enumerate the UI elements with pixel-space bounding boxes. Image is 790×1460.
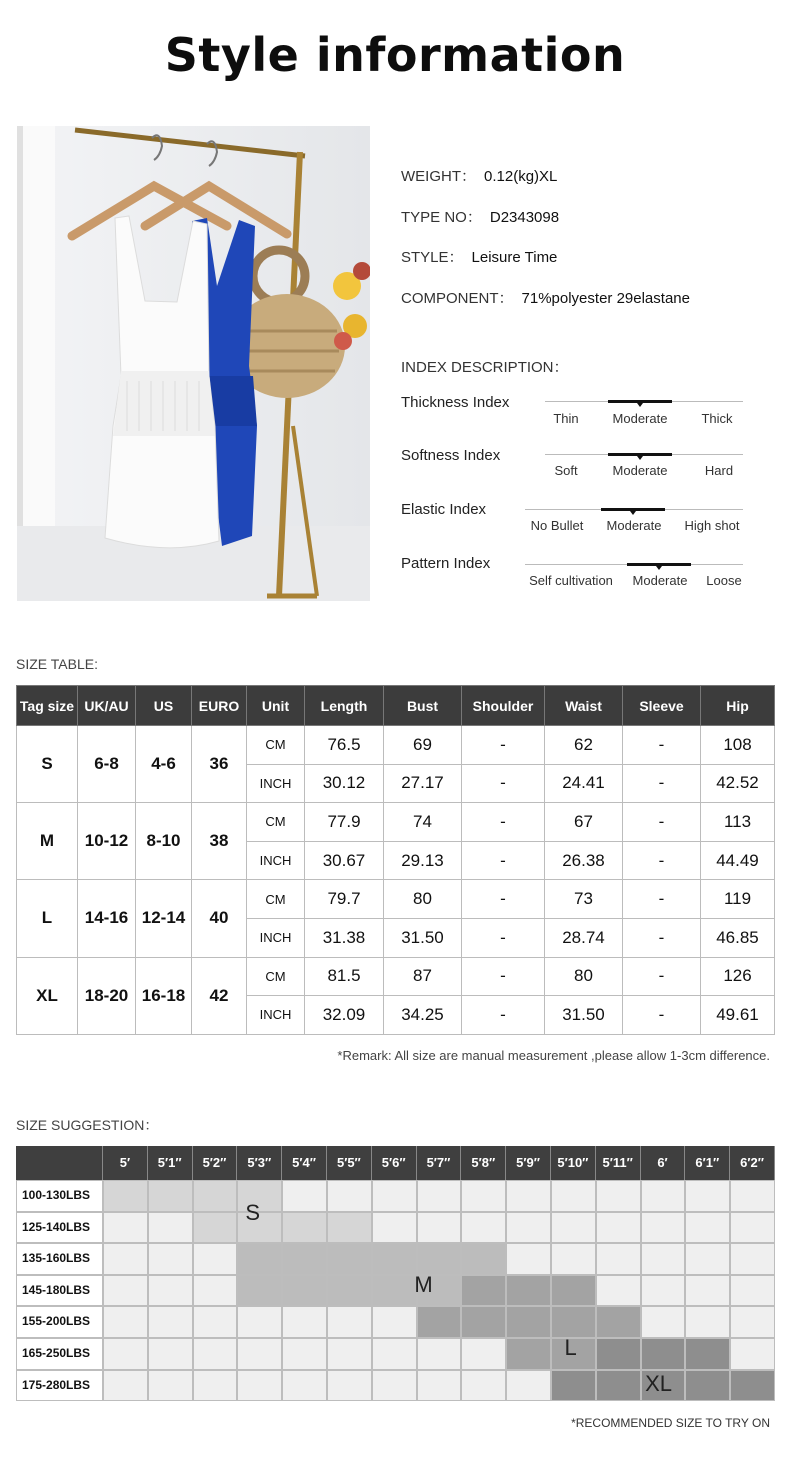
bust-cell: 80 xyxy=(384,880,462,919)
pattern-pointer-icon xyxy=(656,566,662,570)
grid-cell-empty xyxy=(730,1275,775,1307)
size-suggestion-label: SIZE SUGGESTION： xyxy=(16,1117,159,1133)
shoulder-cell: - xyxy=(462,996,545,1035)
grid-cell-empty xyxy=(327,1338,372,1370)
size-uk: 14-16 xyxy=(78,880,136,957)
waist-cell: 73 xyxy=(545,880,623,919)
table-row xyxy=(17,726,775,765)
grid-cell-size-s xyxy=(193,1212,238,1244)
grid-cell-size-l xyxy=(417,1306,462,1338)
grid-cell-empty xyxy=(148,1212,193,1244)
weight-label: 125-140LBS xyxy=(22,1219,91,1234)
grid-cell-size-s xyxy=(148,1180,193,1212)
sleeve-cell: - xyxy=(623,918,701,957)
waist-cell: 24.41 xyxy=(545,764,623,803)
product-photo xyxy=(17,126,370,601)
bust-cell: 34.25 xyxy=(384,996,462,1035)
grid-cell-size-m xyxy=(282,1275,327,1307)
sleeve-cell: - xyxy=(623,841,701,880)
weight-label: 165-250LBS xyxy=(22,1346,91,1360)
height-header: 5′3″ xyxy=(237,1146,282,1180)
grid-cell-empty xyxy=(103,1370,148,1402)
grid-cell-empty xyxy=(103,1243,148,1275)
dress-illustration xyxy=(17,126,370,601)
waist-cell: 31.50 xyxy=(545,996,623,1035)
grid-cell-empty xyxy=(417,1370,462,1402)
grid-cell-empty xyxy=(596,1212,641,1244)
header-sleeve: Sleeve xyxy=(623,686,701,726)
size-euro: 42 xyxy=(192,957,247,1034)
spec-style xyxy=(401,246,557,267)
grid-cell-size-m xyxy=(237,1243,282,1275)
table-row xyxy=(17,803,775,842)
size-euro: 40 xyxy=(192,880,247,957)
bust-cell: 87 xyxy=(384,957,462,996)
grid-cell-empty xyxy=(148,1306,193,1338)
grid-cell-empty xyxy=(641,1243,686,1275)
length-cell: 30.67 xyxy=(305,841,384,880)
shoulder-cell: - xyxy=(462,803,545,842)
shoulder-cell: - xyxy=(462,957,545,996)
elastic-label-mid: Moderate xyxy=(606,518,662,533)
grid-cell-size-l xyxy=(461,1306,506,1338)
hip-cell: 49.61 xyxy=(701,996,775,1035)
sleeve-cell: - xyxy=(623,880,701,919)
grid-cell-empty xyxy=(417,1180,462,1212)
weight-label: 175-280LBS xyxy=(22,1377,91,1392)
grid-cell-empty xyxy=(148,1338,193,1370)
grid-cell-empty xyxy=(237,1370,282,1402)
size-uk: 10-12 xyxy=(78,803,136,880)
grid-cell-size-m xyxy=(461,1243,506,1275)
grid-cell-size-xl xyxy=(730,1370,775,1402)
elastic-index-label: Elastic Index xyxy=(401,501,487,518)
grid-cell-size-s xyxy=(282,1212,327,1244)
unit-cell: CM xyxy=(247,726,305,765)
spec-component xyxy=(401,287,690,308)
height-header: 5′11″ xyxy=(596,1146,641,1180)
grid-cell-empty xyxy=(148,1370,193,1402)
hip-cell: 42.52 xyxy=(701,764,775,803)
grid-cell-empty xyxy=(596,1243,641,1275)
grid-cell-size-m xyxy=(237,1275,282,1307)
waist-cell: 28.74 xyxy=(545,918,623,957)
index-heading: INDEX DESCRIPTION： xyxy=(401,359,569,376)
component-label: COMPONENT： xyxy=(401,290,514,307)
size-us: 12-14 xyxy=(136,880,192,957)
height-header: 5′6″ xyxy=(372,1146,417,1180)
softness-pointer-icon xyxy=(637,456,643,460)
grid-cell-empty xyxy=(237,1338,282,1370)
grid-cell-empty xyxy=(685,1180,730,1212)
length-cell: 30.12 xyxy=(305,764,384,803)
grid-cell-size-m xyxy=(327,1275,372,1307)
pattern-label-low: Self cultivation xyxy=(529,573,613,588)
grid-cell-empty xyxy=(730,1212,775,1244)
style-label: STYLE： xyxy=(401,249,464,266)
grid-cell-empty xyxy=(372,1338,417,1370)
grid-cell-empty xyxy=(193,1306,238,1338)
height-header: 6′1″ xyxy=(685,1146,730,1180)
header-us: US xyxy=(136,686,192,726)
grid-cell-empty xyxy=(596,1275,641,1307)
pattern-index-label: Pattern Index xyxy=(401,555,491,572)
bust-cell: 27.17 xyxy=(384,764,462,803)
grid-cell-size-m xyxy=(327,1243,372,1275)
grid-cell-size-xl xyxy=(596,1370,641,1402)
waist-cell: 67 xyxy=(545,803,623,842)
length-cell: 31.38 xyxy=(305,918,384,957)
height-header: 5′9″ xyxy=(506,1146,551,1180)
size-us: 16-18 xyxy=(136,957,192,1034)
weight-label: 155-200LBS xyxy=(22,1314,91,1329)
grid-cell-empty xyxy=(282,1338,327,1370)
grid-cell-empty xyxy=(193,1370,238,1402)
unit-cell: INCH xyxy=(247,918,305,957)
grid-cell-size-l xyxy=(506,1275,551,1307)
bust-cell: 74 xyxy=(384,803,462,842)
grid-cell-empty xyxy=(103,1306,148,1338)
softness-label-low: Soft xyxy=(554,463,578,478)
size-euro: 36 xyxy=(192,726,247,803)
height-header: 5′2″ xyxy=(193,1146,238,1180)
grid-cell-empty xyxy=(506,1212,551,1244)
shoulder-cell: - xyxy=(462,880,545,919)
page-title: Style information xyxy=(164,28,626,82)
size-tag: XL xyxy=(17,957,78,1034)
height-header: 5′4″ xyxy=(282,1146,327,1180)
grid-cell-size-xl xyxy=(685,1370,730,1402)
grid-cell-empty xyxy=(193,1338,238,1370)
grid-cell-empty xyxy=(461,1370,506,1402)
pattern-label-high: Loose xyxy=(706,573,742,588)
grid-cell-empty xyxy=(327,1180,372,1212)
bust-cell: 29.13 xyxy=(384,841,462,880)
unit-cell: CM xyxy=(247,957,305,996)
grid-cell-empty xyxy=(596,1180,641,1212)
grid-cell-empty xyxy=(685,1275,730,1307)
type-value: D2343098 xyxy=(489,209,560,226)
waist-cell: 26.38 xyxy=(545,841,623,880)
weight-label: 145-180LBS xyxy=(22,1282,91,1297)
shoulder-cell: - xyxy=(462,726,545,765)
shoulder-cell: - xyxy=(462,764,545,803)
header-shoulder: Shoulder xyxy=(462,686,545,726)
grid-cell-empty xyxy=(730,1180,775,1212)
grid-cell-empty xyxy=(372,1306,417,1338)
spec-weight xyxy=(401,165,557,186)
grid-corner-header xyxy=(16,1146,103,1180)
grid-cell-empty xyxy=(685,1306,730,1338)
size-suggestion-grid xyxy=(16,1146,775,1402)
sleeve-cell: - xyxy=(623,957,701,996)
height-header: 6′2″ xyxy=(730,1146,775,1180)
grid-cell-size-l xyxy=(596,1306,641,1338)
grid-cell-size-l xyxy=(461,1275,506,1307)
grid-cell-empty xyxy=(506,1243,551,1275)
type-label: TYPE NO： xyxy=(401,209,482,226)
height-header: 5′5″ xyxy=(327,1146,372,1180)
elastic-pointer-icon xyxy=(630,511,636,515)
thickness-pointer-icon xyxy=(637,403,643,407)
grid-cell-size-l xyxy=(551,1275,596,1307)
grid-cell-empty xyxy=(103,1275,148,1307)
height-header: 5′8″ xyxy=(461,1146,506,1180)
header-length: Length xyxy=(305,686,384,726)
header-euro: EURO xyxy=(192,686,247,726)
grid-cell-empty xyxy=(461,1212,506,1244)
shoulder-cell: - xyxy=(462,918,545,957)
thickness-label-low: Thin xyxy=(553,411,579,426)
elastic-label-low: No Bullet xyxy=(530,518,584,533)
softness-label-high: Hard xyxy=(704,463,734,478)
unit-cell: INCH xyxy=(247,764,305,803)
size-us: 8-10 xyxy=(136,803,192,880)
bust-cell: 31.50 xyxy=(384,918,462,957)
grid-cell-empty xyxy=(551,1180,596,1212)
shoulder-cell: - xyxy=(462,841,545,880)
grid-cell-empty xyxy=(372,1212,417,1244)
grid-cell-empty xyxy=(461,1338,506,1370)
table-row xyxy=(17,880,775,919)
length-cell: 81.5 xyxy=(305,957,384,996)
spec-type xyxy=(401,206,559,227)
size-zone-label: M xyxy=(414,1271,433,1297)
grid-cell-empty xyxy=(193,1243,238,1275)
elastic-label-high: High shot xyxy=(684,518,740,533)
grid-cell-empty xyxy=(506,1180,551,1212)
grid-cell-size-m xyxy=(372,1275,417,1307)
style-value: Leisure Time xyxy=(471,249,558,266)
unit-cell: INCH xyxy=(247,996,305,1035)
waist-cell: 62 xyxy=(545,726,623,765)
grid-cell-size-m xyxy=(372,1243,417,1275)
sleeve-cell: - xyxy=(623,996,701,1035)
table-row xyxy=(17,957,775,996)
grid-cell-empty xyxy=(417,1338,462,1370)
grid-cell-size-m xyxy=(282,1243,327,1275)
grid-cell-empty xyxy=(551,1243,596,1275)
grid-cell-size-l xyxy=(551,1306,596,1338)
grid-cell-empty xyxy=(641,1306,686,1338)
grid-cell-empty xyxy=(103,1338,148,1370)
component-value: 71%polyester 29elastane xyxy=(521,290,690,307)
grid-cell-empty xyxy=(372,1370,417,1402)
hip-cell: 44.49 xyxy=(701,841,775,880)
grid-cell-size-xl xyxy=(596,1338,641,1370)
header-hip: Hip xyxy=(701,686,775,726)
length-cell: 77.9 xyxy=(305,803,384,842)
grid-cell-size-s xyxy=(327,1212,372,1244)
grid-cell-empty xyxy=(641,1275,686,1307)
grid-cell-empty xyxy=(148,1243,193,1275)
header-bust: Bust xyxy=(384,686,462,726)
sleeve-cell: - xyxy=(623,726,701,765)
grid-cell-empty xyxy=(461,1180,506,1212)
bust-cell: 69 xyxy=(384,726,462,765)
size-tag: M xyxy=(17,803,78,880)
pattern-label-mid: Moderate xyxy=(632,573,688,588)
grid-cell-empty xyxy=(237,1306,282,1338)
grid-cell-empty xyxy=(685,1243,730,1275)
grid-cell-empty xyxy=(193,1275,238,1307)
grid-cell-empty xyxy=(282,1370,327,1402)
size-zone-label: L xyxy=(564,1334,577,1360)
length-cell: 32.09 xyxy=(305,996,384,1035)
grid-cell-empty xyxy=(417,1212,462,1244)
height-header: 5′1″ xyxy=(148,1146,193,1180)
grid-cell-empty xyxy=(551,1212,596,1244)
unit-cell: CM xyxy=(247,880,305,919)
hip-cell: 108 xyxy=(701,726,775,765)
length-cell: 79.7 xyxy=(305,880,384,919)
grid-cell-empty xyxy=(372,1180,417,1212)
sleeve-cell: - xyxy=(623,803,701,842)
header-tag-size: Tag size xyxy=(17,686,78,726)
grid-cell-size-l xyxy=(506,1338,551,1370)
size-table-label: SIZE TABLE: xyxy=(16,656,98,672)
grid-cell-empty xyxy=(730,1243,775,1275)
header-unit: Unit xyxy=(247,686,305,726)
size-remark: *Remark: All size are manual measurement ,please allow 1-3cm difference. xyxy=(337,1048,770,1063)
grid-cell-size-s xyxy=(193,1180,238,1212)
recommend-note: *RECOMMENDED SIZE TO TRY ON xyxy=(571,1416,770,1430)
size-euro: 38 xyxy=(192,803,247,880)
grid-cell-size-l xyxy=(506,1306,551,1338)
height-header: 5′ xyxy=(103,1146,148,1180)
size-tag: S xyxy=(17,726,78,803)
weight-label: 100-130LBS xyxy=(22,1188,91,1202)
waist-cell: 80 xyxy=(545,957,623,996)
size-us: 4-6 xyxy=(136,726,192,803)
grid-cell-empty xyxy=(282,1180,327,1212)
weight-label: 135-160LBS xyxy=(22,1251,91,1266)
length-cell: 76.5 xyxy=(305,726,384,765)
size-table-header xyxy=(17,686,775,726)
grid-cell-empty xyxy=(327,1370,372,1402)
hip-cell: 113 xyxy=(701,803,775,842)
size-uk: 6-8 xyxy=(78,726,136,803)
hip-cell: 119 xyxy=(701,880,775,919)
thickness-label-mid: Moderate xyxy=(612,411,668,426)
unit-cell: CM xyxy=(247,803,305,842)
hip-cell: 126 xyxy=(701,957,775,996)
grid-cell-empty xyxy=(730,1338,775,1370)
grid-cell-empty xyxy=(685,1212,730,1244)
thickness-index-label: Thickness Index xyxy=(401,394,510,411)
grid-cell-empty xyxy=(327,1306,372,1338)
header-waist: Waist xyxy=(545,686,623,726)
grid-cell-empty xyxy=(148,1275,193,1307)
size-uk: 18-20 xyxy=(78,957,136,1034)
sleeve-cell: - xyxy=(623,764,701,803)
grid-cell-size-s xyxy=(103,1180,148,1212)
grid-cell-empty xyxy=(730,1306,775,1338)
grid-cell-size-xl xyxy=(641,1338,686,1370)
grid-cell-size-xl xyxy=(685,1338,730,1370)
size-zone-label: S xyxy=(245,1199,261,1225)
unit-cell: INCH xyxy=(247,841,305,880)
grid-cell-size-xl xyxy=(551,1370,596,1402)
weight-value: 0.12(kg)XL xyxy=(484,168,558,185)
size-tag: L xyxy=(17,880,78,957)
height-header: 5′7″ xyxy=(417,1146,462,1180)
size-zone-label: XL xyxy=(645,1371,672,1397)
thickness-label-high: Thick xyxy=(701,411,733,426)
grid-cell-empty xyxy=(641,1180,686,1212)
softness-index-label: Softness Index xyxy=(401,447,501,464)
grid-cell-empty xyxy=(103,1212,148,1244)
hip-cell: 46.85 xyxy=(701,918,775,957)
weight-label: WEIGHT： xyxy=(401,168,476,185)
header-uk-au: UK/AU xyxy=(78,686,136,726)
softness-label-mid: Moderate xyxy=(612,463,668,478)
grid-cell-empty xyxy=(641,1212,686,1244)
grid-cell-empty xyxy=(506,1370,551,1402)
size-table xyxy=(16,685,775,1035)
height-header: 5′10″ xyxy=(551,1146,596,1180)
height-header: 6′ xyxy=(641,1146,686,1180)
grid-cell-size-m xyxy=(417,1243,462,1275)
grid-cell-empty xyxy=(282,1306,327,1338)
